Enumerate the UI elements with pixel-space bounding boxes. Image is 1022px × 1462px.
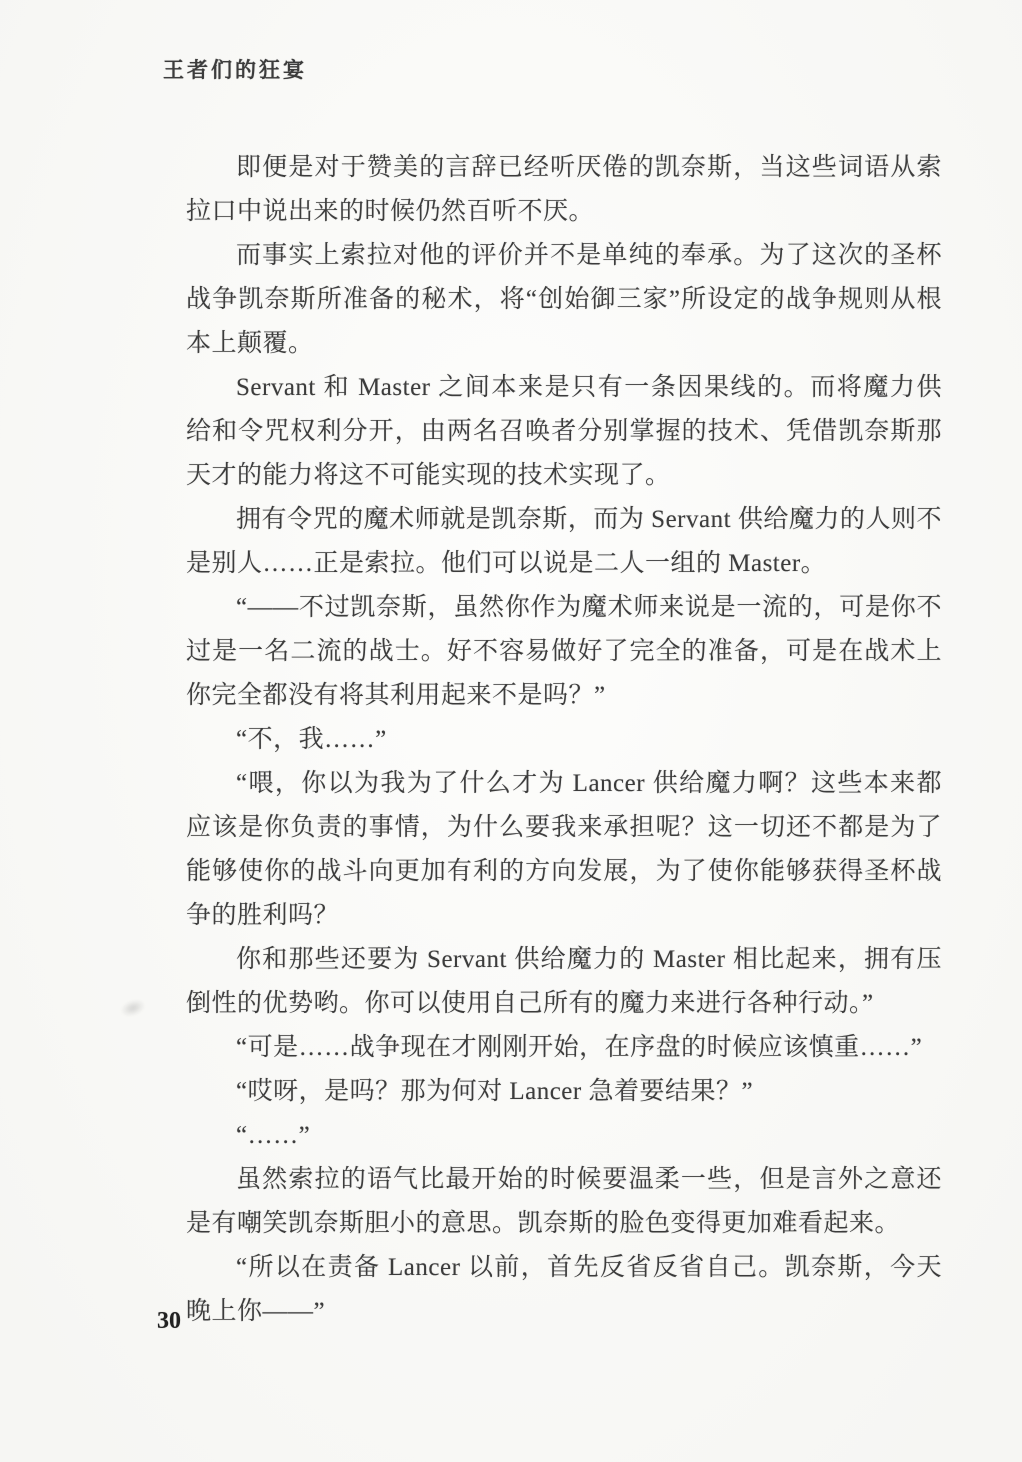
paragraph: “哎呀，是吗？那为何对 Lancer 急着要结果？”	[236, 1078, 754, 1105]
paragraph: “——不过凯奈斯，虽然你作为魔术师来说是一流的，可是你不过是一名二流的战士。好不容易做好了完全的准备，可是在战术上你完全都没有将其利用起来不是吗？”	[186, 594, 942, 709]
page-body	[186, 146, 942, 1334]
running-header: 王者们的狂宴	[163, 59, 307, 82]
paragraph: 即便是对于赞美的言辞已经听厌倦的凯奈斯，当这些词语从索拉口中说出来的时候仍然百听不厌。	[186, 154, 942, 225]
paragraph: “喂，你以为我为了什么才为 Lancer 供给魔力啊？这些本来都应该是你负责的事情，为什么要我来承担呢？这一切还不都是为了能够使你的战斗向更加有利的方向发展，为了使你能够获得圣杯战争的胜利吗？	[186, 770, 942, 929]
paragraph: 虽然索拉的语气比最开始的时候要温柔一些，但是言外之意还是有嘲笑凯奈斯胆小的意思。凯奈斯的脸色变得更加难看起来。	[186, 1166, 942, 1237]
scan-smudge-artifact	[118, 996, 148, 1020]
paragraph: 拥有令咒的魔术师就是凯奈斯，而为 Servant 供给魔力的人则不是别人……正是索拉。他们可以说是二人一组的 Master。	[186, 506, 942, 577]
paragraph: Servant 和 Master 之间本来是只有一条因果线的。而将魔力供给和令咒权利分开，由两名召唤者分别掌握的技术、凭借凯奈斯那天才的能力将这不可能实现的技术实现了。	[186, 374, 942, 489]
page-number: 30	[157, 1308, 181, 1334]
paragraph: “不，我……”	[236, 726, 387, 753]
paragraph: “所以在责备 Lancer 以前，首先反省反省自己。凯奈斯，今天晚上你——”	[186, 1254, 942, 1325]
paragraph: 而事实上索拉对他的评价并不是单纯的奉承。为了这次的圣杯战争凯奈斯所准备的秘术，将“创始御三家”所设定的战争规则从根本上颠覆。	[186, 242, 942, 357]
paragraph: “……”	[236, 1122, 311, 1149]
paragraph: “可是……战争现在才刚刚开始，在序盘的时候应该慎重……”	[236, 1034, 923, 1061]
paragraph: 你和那些还要为 Servant 供给魔力的 Master 相比起来，拥有压倒性的优势哟。你可以使用自己所有的魔力来进行各种行动。”	[186, 946, 942, 1017]
